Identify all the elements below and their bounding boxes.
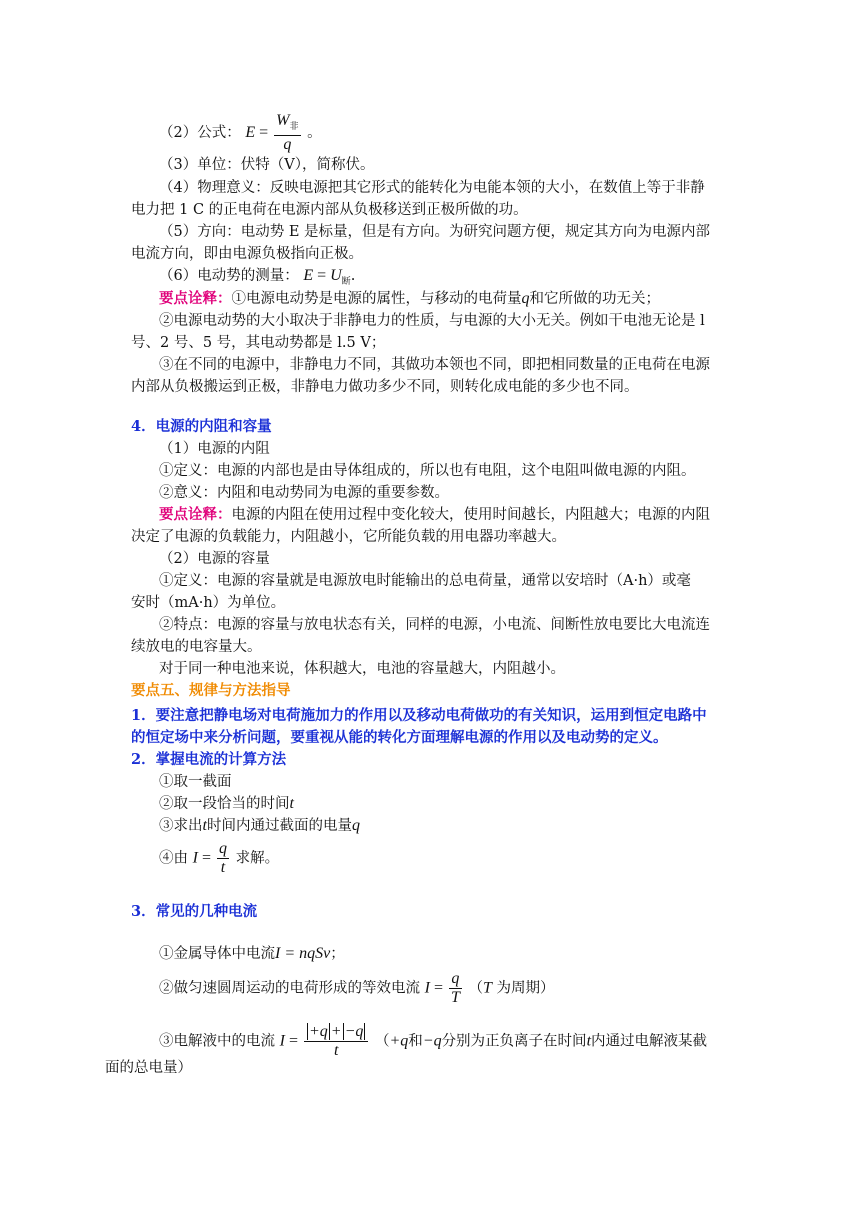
guide-1a: 1．要注意把静电场对电荷施加力的作用以及移动电荷做功的有关知识，运用到恒定电路中 <box>131 707 707 724</box>
key-point-text-2: 和它所做的功无关； <box>529 291 660 307</box>
circular-period: 为周期） <box>491 980 555 997</box>
internal-resistance-meaning: ②意义：内阻和电动势同为电源的重要参数。 <box>159 485 449 501</box>
guide-3-title: 3．常见的几种电流 <box>131 903 258 920</box>
key-point-1 <box>159 289 660 309</box>
key-point-label: 要点诠释： <box>159 290 232 307</box>
key-point-label: 要点诠释： <box>159 506 232 523</box>
metal-current-text: ①金属导体中电流 <box>159 946 275 962</box>
method-step-1: ①取一截面 <box>159 774 232 790</box>
method-step-3-text-2: 时间内通过截面的电量 <box>206 818 352 834</box>
capacity-heading: （2）电源的容量 <box>159 551 270 567</box>
var-t: t <box>202 817 207 834</box>
method-step-4-text: ④由 <box>159 850 188 867</box>
formula-line: （2）公式： E = $\frac{W_非}{q}$ 。 <box>159 112 322 154</box>
measure-end: . <box>350 268 356 284</box>
method-step-2-text: ②取一段恰当的时间 <box>159 796 290 812</box>
measure-line: （6）电动势的测量： $E = U_断$. <box>159 267 356 287</box>
capacity-feature-2: 续放电的电容量大。 <box>131 639 262 655</box>
key-point-text: ①电源电动势是电源的属性，与移动的电荷量 <box>231 291 522 307</box>
capacity-feature-1: ②特点：电源的容量与放电状态有关，同样的电源，小电流、间断性放电要比大电流连 <box>159 617 710 633</box>
metal-current <box>159 944 345 964</box>
emf-fraction <box>274 112 300 154</box>
method-step-4-end: 求解。 <box>235 850 280 867</box>
circular-paren: （ <box>468 980 483 997</box>
key-point-2a: ②电源电动势的大小取决于非静电力的性质，与电源的大小无关。例如干电池无论是 l <box>159 313 705 329</box>
key-point-text: 电源的内阻在使用过程中变化较大，使用时间越长，内阻越大；电源的内阻 <box>231 507 710 523</box>
electrolyte-current: ③电解液中的电流 I = $\frac{+q + -q}{t}$ （+q和−q分别为正负离子在时间t内通过电解液某截 <box>159 1023 708 1059</box>
guide-2-title: 2．掌握电流的计算方法 <box>131 751 287 768</box>
key-point-resistance <box>159 505 710 525</box>
key-point-3b: 内部从负极搬运到正极，非静电力做功多少不同，则转化成电能的多少也不同。 <box>131 379 639 395</box>
unit-line: （3）单位：伏特（V），简称伏。 <box>159 157 375 173</box>
key-point-2b: 号、2 号、5 号，其电动势都是 l.5 V； <box>131 335 386 351</box>
formula-label: （2）公式： <box>159 125 241 142</box>
circular-current: ②做匀速圆周运动的电荷形成的等效电流 I = $\frac{q}{T}$ （T 为周期） <box>159 970 555 1006</box>
frac-num-sub: 非 <box>289 121 299 132</box>
formula-end: 。 <box>307 125 322 142</box>
measure-label: （6）电动势的测量： <box>159 268 299 284</box>
var-q: q <box>351 817 360 834</box>
method-step-3 <box>159 816 360 836</box>
meaning-line-1: （4）物理意义：反映电源把其它形式的能转化为电能本领的大小，在数值上等于非静 <box>159 180 705 196</box>
direction-line-2: 电流方向，即由电源负极指向正极。 <box>131 246 363 262</box>
frac-den: q <box>283 136 292 154</box>
capacity-def-2: 安时（mA·h）为单位。 <box>131 595 286 611</box>
frac-num: W <box>276 112 290 129</box>
section-4-title: 4．电源的内阻和容量 <box>131 418 272 435</box>
key-point-3a: ③在不同的电源中，非静电力不同，其做功本领也不同，即把相同数量的正电荷在电源 <box>159 357 710 373</box>
electrolyte-and: 和 <box>408 1033 423 1050</box>
internal-resistance-heading: （1）电源的内阻 <box>159 441 270 457</box>
electrolyte-text: ③电解液中的电流 <box>159 1033 275 1050</box>
metal-current-eq: I = nqSv <box>275 945 331 962</box>
key-point-q: q <box>521 290 530 307</box>
measure-sub: 断 <box>341 276 351 287</box>
electrolyte-paren: （ <box>374 1033 390 1050</box>
capacity-def-1: ①定义：电源的容量就是电源放电时能输出的总电荷量，通常以安培时（A·h）或毫 <box>159 573 691 589</box>
current-fraction: $\frac{q}{t}$ <box>218 840 227 876</box>
method-step-4: ④由 I = $\frac{q}{t}$ 求解。 <box>159 840 280 876</box>
circular-current-text: ②做匀速圆周运动的电荷形成的等效电流 <box>159 980 420 997</box>
var-T: T <box>482 979 492 997</box>
circular-fraction: $\frac{q}{T}$ <box>450 970 460 1006</box>
section-5-title: 要点五、规律与方法指导 <box>131 682 291 699</box>
metal-current-end: ； <box>330 946 345 962</box>
method-step-2 <box>159 794 294 814</box>
var-t: t <box>289 795 294 812</box>
meaning-line-2: 电力把 1 C 的正电荷在电源内部从负极移送到正极所做的功。 <box>131 202 528 218</box>
electrolyte-text-2: 分别为正负离子在时间 <box>441 1033 587 1050</box>
key-point-resistance-b: 决定了电源的负载能力，内阻越小，它所能负载的用电器功率越大。 <box>131 529 566 545</box>
method-step-3-text: ③求出 <box>159 818 203 834</box>
direction-line-1: （5）方向：电动势 E 是标量，但是有方向。为研究问题方便，规定其方向为电源内部 <box>159 224 711 240</box>
internal-resistance-def: ①定义：电源的内部也是由导体组成的，所以也有电阻，这个电阻叫做电源的内阻。 <box>159 463 696 479</box>
capacity-note: 对于同一种电池来说，体积越大，电池的容量越大，内阻越小。 <box>159 661 565 677</box>
electrolyte-end: 面的总电量） <box>105 1060 192 1076</box>
electrolyte-fraction: $\frac{+q + -q}{t}$ <box>304 1023 368 1060</box>
guide-1b: 的恒定场中来分析问题，要重视从能的转化方面理解电源的作用以及电动势的定义。 <box>131 729 668 746</box>
electrolyte-text-3: 内通过电解液某截 <box>591 1033 708 1050</box>
